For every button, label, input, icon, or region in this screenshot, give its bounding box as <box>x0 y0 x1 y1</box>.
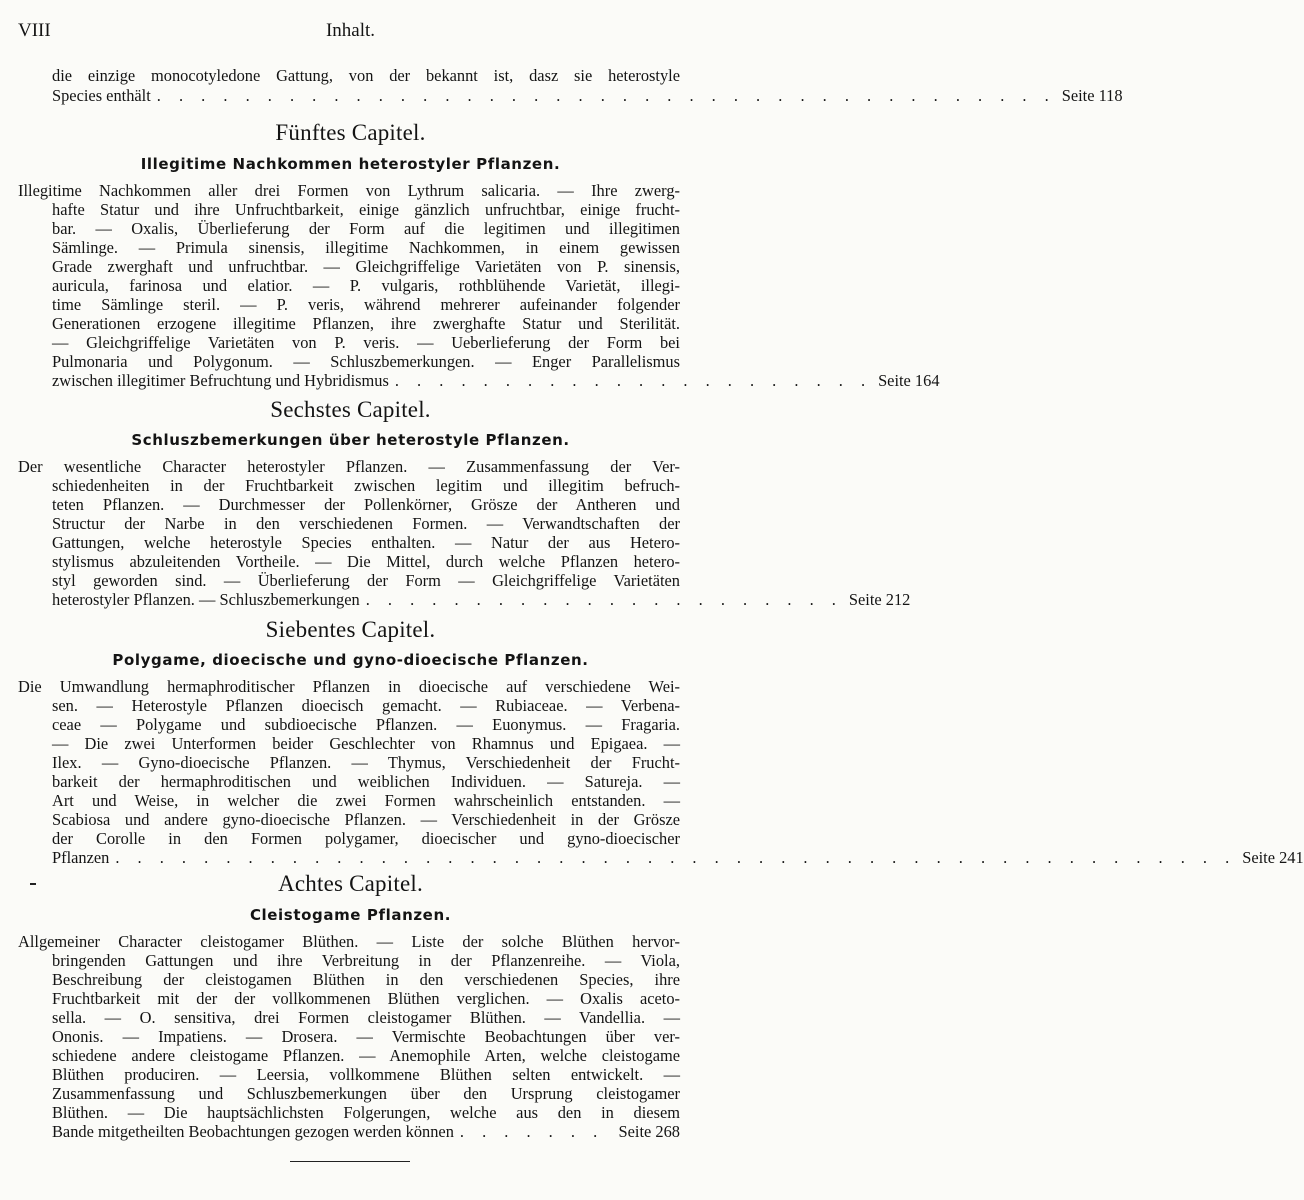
running-title: Inhalt. <box>325 20 376 41</box>
page-reference: Seite 268 <box>618 1122 680 1141</box>
toc-line: Grade zwerghaft und unfruchtbar. — Gleichgriffelige Varietäten von P. sinensis, <box>52 257 680 276</box>
toc-line: Der wesentliche Character heterostyler Pflanzen. — Zusammenfassung der Ver- <box>18 457 680 476</box>
toc-last-line <box>52 848 1304 867</box>
page-header <box>18 20 683 44</box>
page-number: VIII <box>18 20 51 41</box>
toc-line: Sämlinge. — Primula sinensis, illegitime Nachkommen, in einem gewissen <box>52 238 680 257</box>
leader-dots: . . . . . . . . . . . . . . . . . . . . . . . . . . . . . . . . . . . . . . . . . . . . . . . . . . . <box>115 848 1237 867</box>
leader-dots: . . . . . . . <box>459 1122 605 1141</box>
toc-last-line <box>52 590 911 609</box>
chapter-title: Sechstes Capitel. <box>270 397 431 422</box>
intro-last-line <box>52 86 1123 105</box>
page-reference: Seite 164 <box>878 371 940 390</box>
toc-line: bar. — Oxalis, Überlieferung der Form auf die legitimen und illegitimen <box>52 219 680 238</box>
intro-line: die einzige monocotyledone Gattung, von der bekannt ist, dasz sie heterostyle <box>52 66 680 85</box>
toc-line: barkeit der hermaphroditischen und weiblichen Individuen. — Satureja. — <box>52 772 680 791</box>
page-reference: Seite 241 <box>1242 848 1304 867</box>
toc-line: Scabiosa und andere gyno-dioecische Pflanzen. — Verschiedenheit in der Grösze <box>52 810 680 829</box>
toc-line: sen. — Heterostyle Pflanzen dioecisch gemacht. — Rubiaceae. — Verbena- <box>52 696 680 715</box>
toc-line: Gattungen, welche heterostyle Species enthalten. — Natur der aus Hetero- <box>52 533 680 552</box>
toc-line: schiedenheiten in der Fruchtbarkeit zwischen legitim und illegitim befruch- <box>52 476 680 495</box>
toc-line: Allgemeiner Character cleistogamer Blüthen. — Liste der solche Blüthen hervor- <box>18 932 680 951</box>
toc-line: Beschreibung der cleistogamen Blüthen in den verschiedenen Species, ihre <box>52 970 680 989</box>
page-reference: Seite 212 <box>848 590 911 609</box>
toc-line: ceae — Polygame und subdioecische Pflanzen. — Euonymus. — Fragaria. <box>52 715 680 734</box>
chapter-subtitle: Cleistogame Pflanzen. <box>249 906 452 924</box>
leader-dots: . . . . . . . . . . . . . . . . . . . . . . <box>394 371 873 390</box>
entry-text: Pflanzen <box>52 848 110 867</box>
toc-last-line <box>52 1122 680 1141</box>
toc-line: hafte Statur und ihre Unfruchtbarkeit, einige gänzlich unfruchtbar, einige frucht- <box>52 200 680 219</box>
toc-line: — Die zwei Unterformen beider Geschlechter von Rhamnus und Epigaea. — <box>52 734 680 753</box>
entry-text: heterostyler Pflanzen. — Schluszbemerkungen <box>52 590 360 609</box>
toc-line: Pulmonaria und Polygonum. — Schluszbemerkungen. — Enger Parallelismus <box>52 352 680 371</box>
chapter-subtitle: Schluszbemerkungen über heterostyle Pflanzen. <box>131 431 570 449</box>
toc-line: stylismus abzuleitenden Vortheile. — Die Mittel, durch welche Pflanzen hetero- <box>52 552 680 571</box>
toc-line: Blüthen. — Die hauptsächlichsten Folgerungen, welche aus den in diesem <box>52 1103 680 1122</box>
leader-dots: . . . . . . . . . . . . . . . . . . . . . . . . . . . . . . . . . . . . . . . . . <box>156 86 1056 105</box>
toc-line: time Sämlinge steril. — P. veris, während mehrerer aufeinander folgender <box>52 295 680 314</box>
toc-line: Die Umwandlung hermaphroditischer Pflanzen in dioecische auf verschiedene Wei- <box>18 677 680 696</box>
toc-line: Generationen erzogene illegitime Pflanzen, ihre zwerghafte Statur und Sterilität. <box>52 314 680 333</box>
toc-line: Art und Weise, in welcher die zwei Formen wahrscheinlich entstanden. — <box>52 791 680 810</box>
chapter-title: Siebentes Capitel. <box>265 617 436 642</box>
toc-line: bringenden Gattungen und ihre Verbreitung in der Pflanzenreihe. — Viola, <box>52 951 680 970</box>
chapter-subtitle: Polygame, dioecische und gyno-dioecische Pflanzen. <box>112 651 589 669</box>
toc-line: styl geworden sind. — Überlieferung der Form — Gleichgriffelige Varietäten <box>52 571 680 590</box>
leader-dots: . . . . . . . . . . . . . . . . . . . . . . <box>365 590 843 609</box>
toc-line: Ilex. — Gyno-dioecische Pflanzen. — Thymus, Verschiedenheit der Frucht- <box>52 753 680 772</box>
toc-line: auricula, farinosa und elatior. — P. vulgaris, rothblühende Varietät, illegi- <box>52 276 680 295</box>
toc-line: Ononis. — Impatiens. — Drosera. — Vermischte Beobachtungen über ver- <box>52 1027 680 1046</box>
toc-line: teten Pflanzen. — Durchmesser der Pollenkörner, Grösze der Antheren und <box>52 495 680 514</box>
toc-line: sella. — O. sensitiva, drei Formen cleistogamer Blüthen. — Vandellia. — <box>52 1008 680 1027</box>
toc-line: schiedene andere cleistogame Pflanzen. — Anemophile Arten, welche cleistogame <box>52 1046 680 1065</box>
chapter-subtitle: Illegitime Nachkommen heterostyler Pflanzen. <box>140 155 561 173</box>
chapter-title: Fünftes Capitel. <box>275 120 426 145</box>
toc-line: der Corolle in den Formen polygamer, dioecischer und gyno-dioecischer <box>52 829 680 848</box>
entry-text: zwischen illegitimer Befruchtung und Hybridismus <box>52 371 389 390</box>
chapter-title: Achtes Capitel. <box>278 871 423 896</box>
toc-line: Blüthen produciren. — Leersia, vollkommene Blüthen selten entwickelt. — <box>52 1065 680 1084</box>
toc-line: — Gleichgriffelige Varietäten von P. veris. — Ueberlieferung der Form bei <box>52 333 680 352</box>
entry-text: Bande mitgetheilten Beobachtungen gezogen werden können <box>52 1122 454 1141</box>
toc-line: Structur der Narbe in den verschiedenen Formen. — Verwandtschaften der <box>52 514 680 533</box>
toc-line: Illegitime Nachkommen aller drei Formen von Lythrum salicaria. — Ihre zwerg- <box>18 181 680 200</box>
closing-rule <box>290 1161 410 1162</box>
toc-line: Zusammenfassung und Schluszbemerkungen über den Ursprung cleistogamer <box>52 1084 680 1103</box>
entry-text: Species enthält <box>52 86 151 105</box>
toc-line: Fruchtbarkeit mit der der vollkommenen Blüthen verglichen. — Oxalis aceto- <box>52 989 680 1008</box>
page-reference: Seite 118 <box>1061 86 1123 105</box>
toc-last-line <box>52 371 940 390</box>
